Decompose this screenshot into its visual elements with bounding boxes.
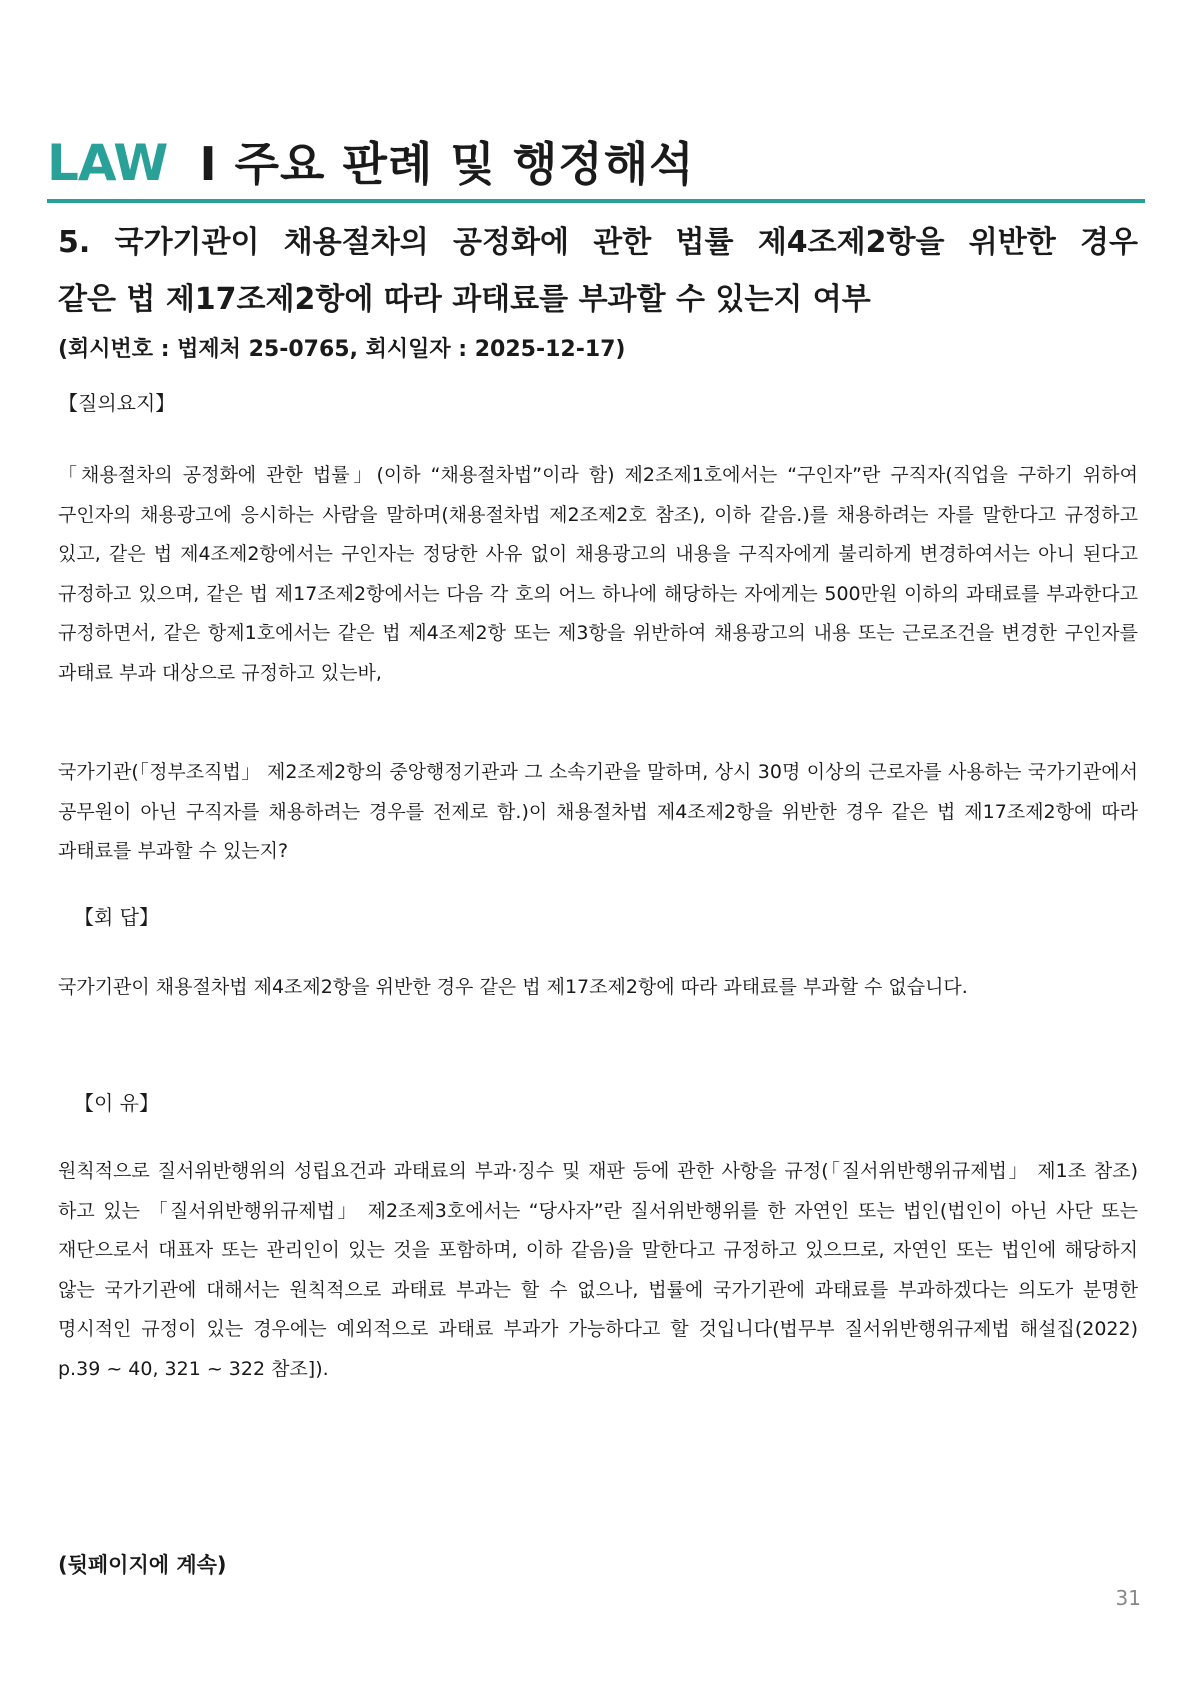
question-paragraph-1: 「채용절차의 공정화에 관한 법률」(이하 “채용절차법”이라 함) 제2조제1호에서는 “구인자”란 구직자(직업을 구하기 위하여 구인자의 채용광고에 응시하는 사람을 말하며(채용절차법 제2조제2호 참조), 이하 같음.)를 채용하려는 자를 말한다고 규정하고 있고, 같은 법 제4조제2항에서는 구인자는 정당한 사유 없이 채용광고의 내용을 구직자에게 불리하게 변경하여서는 아니 된다고 규정하고 있으며, 같은 법 제17조제2항에서는 다음 각 호의 어느 하나에 해당하는 자에게는 500만원 이하의 과태료를 부과한다고 규정하면서, 같은 항제1호에서는 같은 법 제4조제2항 또는 제3항을 위반하여 채용광고의 내용 또는 근로조건을 변경한 구인자를 과태료 부과 대상으로 규정하고 있는바, <box>58 464 1138 684</box>
article-title <box>58 214 1138 328</box>
reason-label: 【이 유】 <box>74 1091 159 1115</box>
question-label: 【질의요지】 <box>58 391 176 415</box>
answer-label: 【회 답】 <box>74 905 159 929</box>
page-number: 31 <box>1115 1586 1141 1610</box>
page-header <box>47 128 1145 199</box>
continued-note: (뒷페이지에 계속) <box>58 1553 227 1577</box>
reason-paragraph: 원칙적으로 질서위반행위의 성립요건과 과태료의 부과·징수 및 재판 등에 관한 사항을 규정(「질서위반행위규제법」 제1조 참조)하고 있는 「질서위반행위규제법」 제2조제3호에서는 “당사자”란 질서위반행위를 한 자연인 또는 법인(법인이 아닌 사단 또는 재단으로서 대표자 또는 관리인이 있는 것을 포함하며, 이하 같음)을 말한다고 규정하고 있으므로, 자연인 또는 법인에 해당하지 않는 국가기관에 대해서는 원칙적으로 과태료 부과는 할 수 없으나, 법률에 국가기관에 과태료를 부과하겠다는 의도가 분명한 명시적인 규정이 있는 경우에는 예외적으로 과태료 부과가 가능하다고 할 것입니다(법무부 질서위반행위규제법 해설집(2022) p.39 ~ 40, 321 ~ 322 참조]). <box>58 1160 1138 1380</box>
section-label: LAW <box>47 134 168 192</box>
question-paragraph-2: 국가기관(「정부조직법」 제2조제2항의 중앙행정기관과 그 소속기관을 말하며, 상시 30명 이상의 근로자를 사용하는 국가기관에서 공무원이 아닌 구직자를 채용하려는 경우를 전제로 함.)이 채용절차법 제4조제2항을 위반한 경우 같은 법 제17조제2항에 따라 과태료를 부과할 수 있는지? <box>58 761 1138 863</box>
header-title: 주요 판례 및 행정해석 <box>234 137 695 191</box>
header-separator: I <box>199 137 217 191</box>
header-divider <box>47 199 1145 203</box>
answer-paragraph: 국가기관이 채용절차법 제4조제2항을 위반한 경우 같은 법 제17조제2항에 따라 과태료를 부과할 수 없습니다. <box>58 976 968 998</box>
article-title-line-1: 5. 국가기관이 채용절차의 공정화에 관한 법률 제4조제2항을 위반한 경우 <box>58 225 1138 260</box>
article-title-line-2: 같은 법 제17조제2항에 따라 과태료를 부과할 수 있는지 여부 <box>58 282 871 317</box>
reply-meta: (회시번호 : 법제처 25-0765, 회시일자 : 2025-12-17) <box>58 337 626 362</box>
